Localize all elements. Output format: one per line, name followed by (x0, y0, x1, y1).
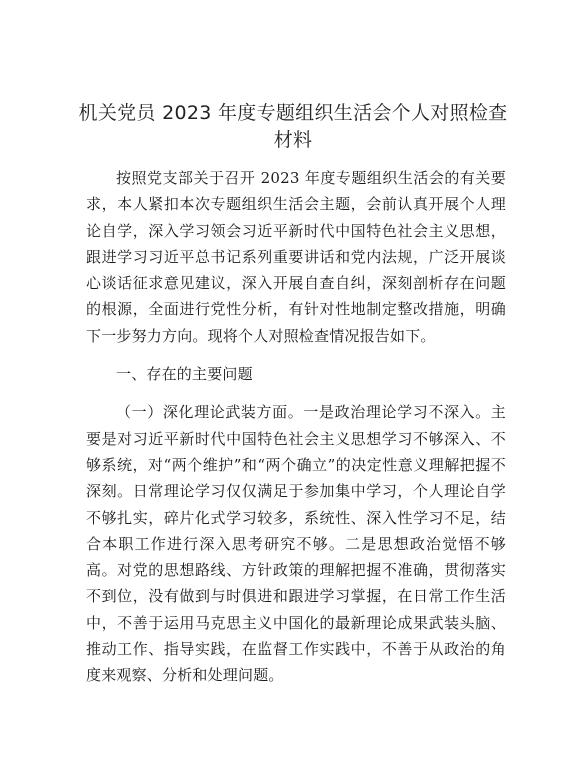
document-title: 机关党员 2023 年度专题组织生活会个人对照检查材料 (78, 102, 508, 151)
section-heading: 一、存在的主要问题 (116, 365, 253, 384)
document-body (86, 165, 506, 689)
intro-paragraph: 按照党支部关于召开 2023 年度专题组织生活会的有关要求，本人紧扣本次专题组织生活会主题，会前认真开展个人理论自学，深入学习领会习近平新时代中国特色社会主义思想，跟进学习习近平总书记系列重要讲话和党内法规，广泛开展谈心谈话征求意见建议，深入开展自查自纠，深刻剖析存在问题的根源，全面进行党性分析，有针对性地制定整改措施，明确下一步努力方向。现将个人对照检查情况报告如下。 (86, 169, 506, 345)
body-paragraph: （一）深化理论武装方面。一是政治理论学习不深入。主要是对习近平新时代中国特色社会主义思想学习不够深入、不够系统，对“两个维护”和“两个确立”的决定性意义理解把握不深刻。日常理论学习仅仅满足于参加集中学习，个人理论自学不够扎实，碎片化式学习较多，系统性、深入性学习不足，结合本职工作进行深入思考研究不够。二是思想政治觉悟不够高。对党的思想路线、方针政策的理解把握不准确，贯彻落实不到位，没有做到与时俱进和跟进学习掌握，在日常工作生活中，不善于运用马克思主义中国化的最新理论成果武装头脑、推动工作、指导实践，在监督工作实践中，不善于从政治的角度来观察、分析和处理问题。 (86, 403, 506, 685)
